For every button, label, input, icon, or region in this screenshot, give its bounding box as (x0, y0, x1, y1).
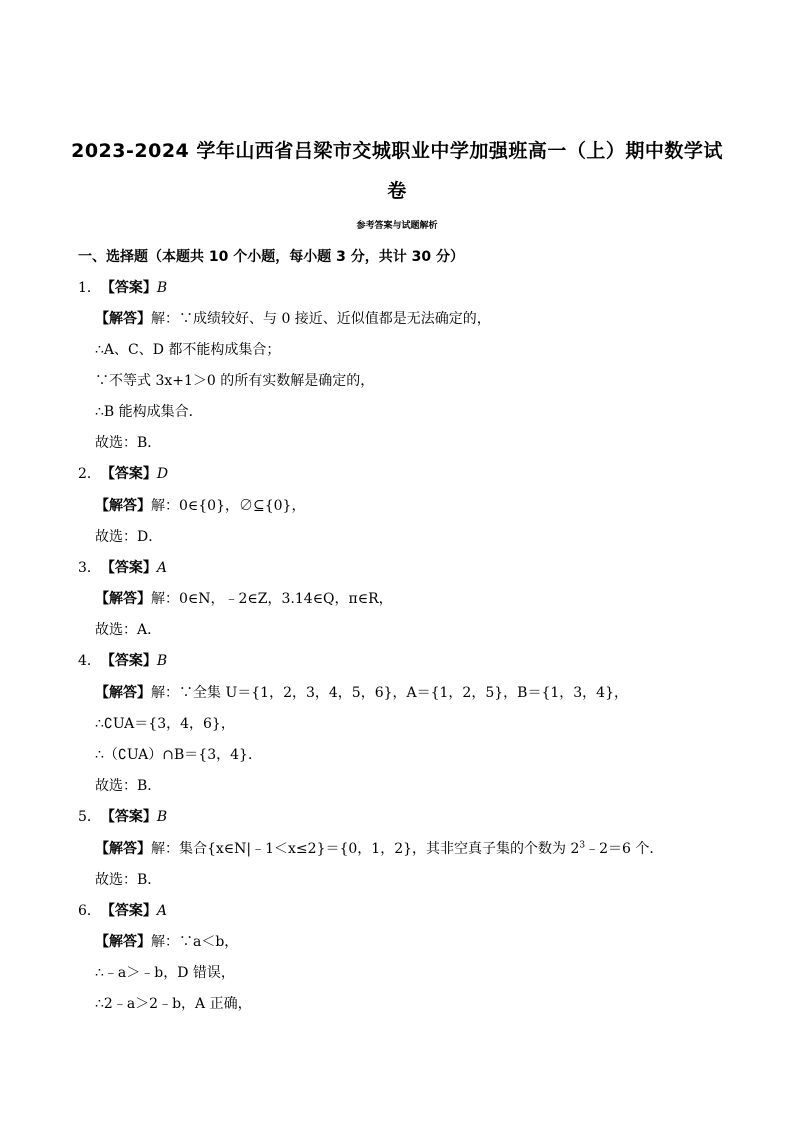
answer-value: B (156, 809, 168, 825)
answer-tag: 【答案】 (100, 560, 157, 576)
question-4-solution-line: ∴∁UA＝{3，4，6}， (95, 716, 235, 732)
solution-text: 解：0∈N，﹣2∈Z，3.14∈Q，π∈R， (151, 591, 393, 607)
answer-tag: 【答案】 (100, 809, 157, 825)
question-1-answer (78, 279, 167, 297)
section-heading: 一、选择题（本题共 10 个小题，每小题 3 分，共计 30 分） (78, 249, 464, 265)
question-4-answer (78, 652, 167, 670)
question-4-conclusion: 故选：B． (95, 778, 162, 794)
solution-tag: 【解答】 (95, 841, 151, 857)
answer-tag: 【答案】 (100, 466, 157, 482)
question-number: 3． (78, 560, 101, 576)
question-3-conclusion: 故选：A． (95, 622, 162, 638)
question-4-solution-line (95, 684, 628, 702)
question-number: 5． (78, 809, 101, 825)
question-2-conclusion: 故选：D． (95, 529, 163, 545)
solution-text: 解：∵成绩较好、与 0 接近、近似值都是无法确定的， (151, 311, 491, 327)
question-1-solution-line: ∴B 能构成集合． (95, 404, 203, 420)
solution-tag: 【解答】 (95, 934, 151, 950)
solution-text: 解：集合{x∈N|﹣1＜x≤2}＝{0，1，2}，其非空真子集的个数为 2 (151, 841, 580, 857)
question-6-solution-line (95, 933, 238, 951)
answer-value: A (156, 903, 168, 919)
question-6-solution-line: ∴2﹣a＞2﹣b，A 正确， (95, 996, 252, 1012)
answer-tag: 【答案】 (100, 280, 157, 296)
question-5-conclusion: 故选：B． (95, 872, 162, 888)
question-1-solution-line: ∴A、C、D 都不能构成集合； (95, 342, 281, 358)
question-4-solution-line: ∴（∁UA）∩B＝{3，4}． (95, 747, 262, 763)
solution-tag: 【解答】 (95, 685, 151, 701)
question-5-solution-line (95, 840, 663, 858)
answer-value: B (156, 280, 168, 296)
solution-text: 解：∵全集 U＝{1，2，3，4，5，6}，A＝{1，2，5}，B＝{1，3，4}， (151, 685, 628, 701)
question-6-answer (78, 902, 167, 920)
answer-tag: 【答案】 (100, 903, 157, 919)
question-number: 6． (78, 903, 101, 919)
document-title-line2: 卷 (387, 180, 407, 202)
answer-value: A (156, 560, 168, 576)
answer-tag: 【答案】 (100, 653, 157, 669)
question-number: 4． (78, 653, 101, 669)
question-6-solution-line: ∴﹣a＞﹣b，D 错误， (95, 965, 235, 981)
question-5-answer (78, 808, 167, 826)
question-number: 2． (78, 466, 101, 482)
solution-text: 解：∵a＜b， (151, 934, 239, 950)
question-3-answer (78, 559, 167, 577)
question-1-conclusion: 故选：B． (95, 435, 162, 451)
document-subtitle: 参考答案与试题解析 (356, 221, 438, 231)
question-1-solution-line (95, 310, 491, 328)
exponent: 3 (579, 840, 586, 851)
solution-tag: 【解答】 (95, 311, 151, 327)
question-number: 1． (78, 280, 101, 296)
answer-value: B (156, 653, 168, 669)
document-title-line1: 2023-2024 学年山西省吕梁市交城职业中学加强班高一（上）期中数学试 (71, 140, 723, 162)
solution-text: 解：0∈{0}，∅⊆{0}， (151, 498, 306, 514)
question-2-answer (78, 465, 168, 483)
solution-tag: 【解答】 (95, 591, 151, 607)
question-3-solution-line (95, 590, 393, 608)
solution-tag: 【解答】 (95, 498, 151, 514)
question-1-solution-line: ∵不等式 3x+1＞0 的所有实数解是确定的， (95, 373, 375, 389)
solution-text-tail: ﹣2＝6 个． (585, 841, 664, 857)
answer-value: D (156, 466, 169, 482)
question-2-solution-line (95, 497, 305, 515)
